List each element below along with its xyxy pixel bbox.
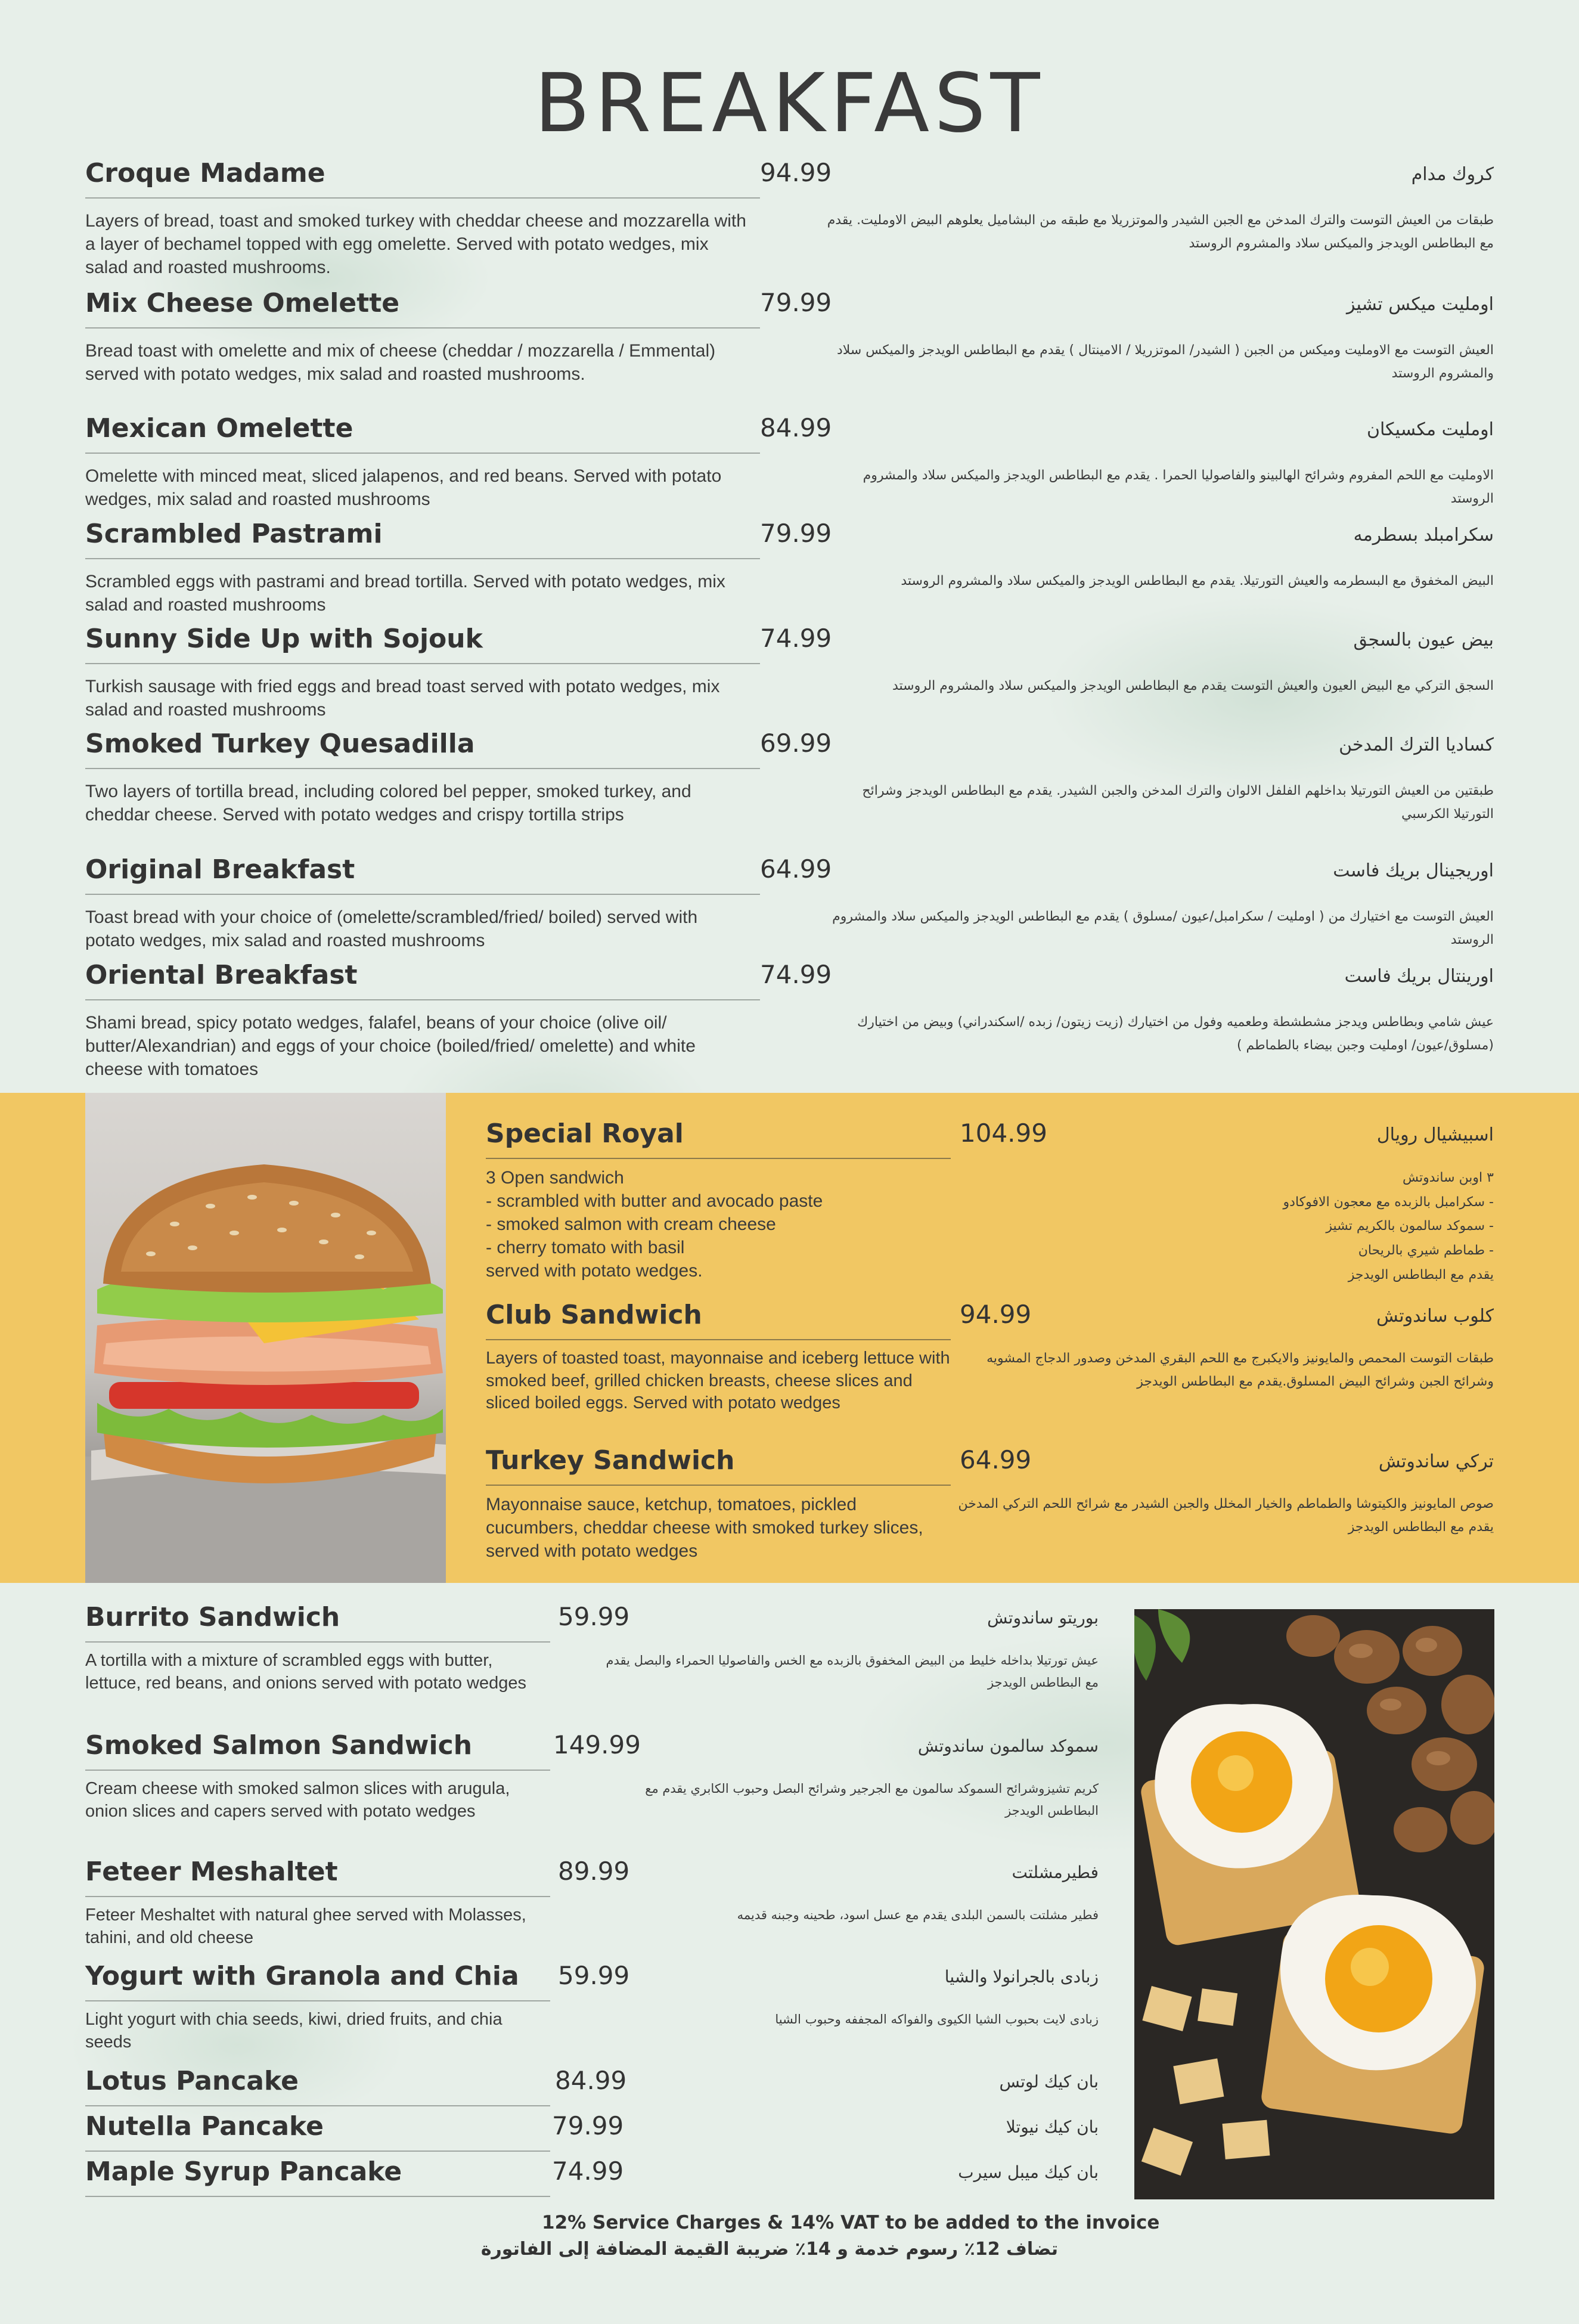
item-description: Toast bread with your choice of (omelette/scrambled/fried/ boiled) served with potato wedges, mix salad and roasted mushrooms [85, 907, 698, 950]
item-description [486, 1166, 951, 1282]
divider [85, 1641, 550, 1643]
item-arabic-description: ٣ اوبن ساندوتش - سكرامبل بالزبده مع معجون الافوكادو - سموكد سالمون بالكريم تشيز - طماطم شيري بالريحان يقدم مع البطاطس الويدجز [1283, 1170, 1494, 1282]
divider [486, 1158, 951, 1159]
menu-item-croque-madame [85, 158, 1494, 277]
item-price: 74.99 [760, 960, 832, 989]
desc-line: - smoked salmon with cream cheese [486, 1214, 776, 1234]
item-description: Cream cheese with smoked salmon slices with arugula, onion slices and capers served with potato wedges [85, 1779, 510, 1821]
divider [85, 768, 760, 769]
item-price: 149.99 [553, 1730, 641, 1759]
menu-item-feteer-meshaltet [85, 1857, 1099, 1958]
divider [85, 558, 760, 559]
item-price: 89.99 [558, 1857, 630, 1886]
menu-item-nutella-pancake [85, 2111, 1099, 2153]
item-description: Scrambled eggs with pastrami and bread tortilla. Served with potato wedges, mix salad and roasted mushrooms [85, 572, 725, 615]
menu-item-smoked-turkey-quesadilla [85, 729, 1494, 842]
service-charge-note-arabic: تضاف 12٪ رسوم خدمة و 14٪ ضريبة القيمة المضافة إلى الفاتورة [480, 2239, 1058, 2260]
item-arabic-name: اومليت ميكس تشيز [1346, 294, 1494, 315]
item-price: 79.99 [760, 288, 832, 317]
menu-item-oriental-breakfast [85, 960, 1494, 1088]
item-description: Two layers of tortilla bread, including colored bel pepper, smoked turkey, and cheddar cheese. Served with potato wedges and crispy tortilla strips [85, 782, 691, 825]
item-arabic-name: سكرامبلد بسطرمه [1353, 525, 1494, 546]
item-arabic-name: اومليت مكسيكان [1366, 419, 1494, 440]
menu-item-turkey-sandwich [486, 1445, 1494, 1576]
desc-line: served with potato wedges. [486, 1261, 703, 1281]
divider [85, 999, 760, 1000]
divider [85, 894, 760, 895]
item-arabic-description: طبقات التوست المحمص والمايونيز والايكبرج مع اللحم البقري المدخن وصدور الدجاج المشويه وشرائح الجبن وشرائح البيض المسلوق.يقدم مع البطاطس الويدجز [987, 1351, 1494, 1389]
divider [85, 2196, 550, 2197]
sandwich-illustration [85, 1093, 446, 1583]
item-name: Croque Madame [85, 158, 325, 188]
item-description: Bread toast with omelette and mix of cheese (cheddar / mozzarella / Emmental) served with potato wedges, mix salad and roasted mushrooms. [85, 341, 716, 384]
item-name: Original Breakfast [85, 854, 355, 885]
item-arabic-name: بان كيك ميبل سيرب [958, 2162, 1099, 2182]
item-name: Mix Cheese Omelette [85, 288, 400, 318]
menu-item-yogurt-granola-chia [85, 1961, 1099, 2062]
item-arabic-name: اسبيشيال رويال [1376, 1124, 1494, 1145]
item-arabic-name: اوريجينال بريك فاست [1333, 860, 1494, 881]
item-name: Smoked Turkey Quesadilla [85, 729, 475, 759]
menu-item-special-royal [486, 1118, 1494, 1297]
item-description: Layers of toasted toast, mayonnaise and iceberg lettuce with smoked beef, grilled chicken breasts, cheese slices and sliced boiled eggs. Served with potato wedges [486, 1349, 950, 1413]
item-arabic-name: فطيرمشلتت [1012, 1863, 1099, 1882]
item-price: 59.99 [558, 1961, 630, 1990]
item-name: Turkey Sandwich [486, 1445, 735, 1476]
menu-item-mix-cheese-omelette [85, 288, 1494, 407]
item-arabic-name: ترکي ساندوتش [1378, 1451, 1494, 1472]
item-name: Yogurt with Granola and Chia [85, 1961, 519, 1991]
item-name: Maple Syrup Pancake [85, 2156, 402, 2187]
item-description: Feteer Meshaltet with natural ghee served with Molasses, tahini, and old cheese [85, 1905, 526, 1947]
desc-line: - scrambled with butter and avocado paste [486, 1191, 823, 1211]
item-price: 84.99 [760, 413, 832, 442]
item-name: Scrambled Pastrami [85, 519, 383, 549]
item-price: 64.99 [960, 1445, 1032, 1474]
divider [85, 1770, 550, 1771]
divider [85, 2151, 550, 2152]
item-arabic-description: طبقات من العيش التوست والترك المدخن مع الجبن الشيدر والموتزريلا مع طبقه من البشاميل يعلوهم البيض الاومليت. يقدم مع البطاطس الويدجز والميكس سلاد والمشروم الروستد [827, 213, 1494, 251]
item-arabic-name: اورينتال بريك فاست [1344, 966, 1494, 987]
item-arabic-description: عيش شامي وبطاطس ويدجز مشطشطة وطعميه وفول من اختيارك (زيت زيتون/ زبده /اسكندراني) وبيض من اختيارك (مسلوق/عيون/ اومليت وجبن بيضاء بالطماطم ) [857, 1015, 1494, 1053]
item-arabic-description: الاومليت مع اللحم المفروم وشرائح الهالبينو والفاصوليا الحمرا . يقدم مع البطاطس الويدجز والميكس سلاد والمشروم الروستد [863, 468, 1494, 506]
item-price: 59.99 [558, 1602, 630, 1631]
menu-item-scrambled-pastrami [85, 519, 1494, 620]
service-charge-note: 12% Service Charges & 14% VAT to be added to the invoice [542, 2212, 1160, 2233]
item-price: 79.99 [760, 519, 832, 548]
item-arabic-name: بيض عيون بالسجق [1353, 630, 1494, 650]
divider [85, 327, 760, 329]
item-name: Mexican Omelette [85, 413, 353, 444]
divider [85, 197, 760, 199]
item-arabic-name: بوريتو ساندوتش [987, 1608, 1099, 1628]
item-arabic-description: السجق التركي مع البيض العيون والعيش التوست يقدم مع البطاطس الويدجز والميكس سلاد والمشروم الروستد [892, 678, 1494, 693]
item-description: Turkish sausage with fried eggs and bread toast served with potato wedges, mix salad and roasted mushrooms [85, 677, 720, 720]
item-price: 79.99 [552, 2111, 624, 2140]
menu-item-maple-syrup-pancake [85, 2156, 1099, 2198]
item-description: Layers of bread, toast and smoked turkey with cheddar cheese and mozzarella with a layer of bechamel topped with egg omelette. Served with potato wedges, mix salad and roasted mushrooms. [85, 211, 746, 277]
item-arabic-description: البيض المخفوق مع البسطرمه والعيش التورتيلا. يقدم مع البطاطس الويدجز والميكس سلاد والمشروم الروستد [901, 574, 1494, 588]
item-name: Nutella Pancake [85, 2111, 324, 2142]
item-name: Smoked Salmon Sandwich [85, 1730, 473, 1761]
item-description: Omelette with minced meat, sliced jalapenos, and red beans. Served with potato wedges, mix salad and roasted mushrooms [85, 466, 722, 509]
item-price: 74.99 [760, 624, 832, 653]
item-name: Burrito Sandwich [85, 1602, 340, 1632]
item-price: 84.99 [555, 2066, 627, 2095]
desc-line: 3 Open sandwich [486, 1168, 624, 1188]
item-arabic-name: بان كيك نيوتلا [1006, 2117, 1099, 2137]
item-price: 64.99 [760, 854, 832, 884]
fried-eggs-photo [1134, 1609, 1494, 2199]
menu-item-original-breakfast [85, 854, 1494, 956]
item-description: Light yogurt with chia seeds, kiwi, dried fruits, and chia seeds [85, 2010, 502, 2052]
divider [85, 2105, 550, 2106]
divider [85, 453, 760, 454]
item-arabic-description: فطير مشلتت بالسمن البلدى يقدم مع عسل اسود، طحينه وجبنه قديمه [737, 1908, 1099, 1922]
item-name: Club Sandwich [486, 1300, 702, 1330]
divider [486, 1485, 951, 1486]
item-name: Sunny Side Up with Sojouk [85, 624, 483, 654]
item-name: Lotus Pancake [85, 2066, 299, 2096]
item-price: 74.99 [552, 2156, 624, 2186]
item-arabic-name: كلوب ساندوتش [1376, 1306, 1494, 1327]
item-arabic-name: بان كيك لوتس [999, 2072, 1099, 2091]
menu-item-sunny-side-up [85, 624, 1494, 725]
menu-item-club-sandwich [486, 1300, 1494, 1419]
item-name: Oriental Breakfast [85, 960, 358, 990]
item-arabic-name: كساديا الترك المدخن [1339, 735, 1494, 755]
item-arabic-name: زبادى بالجرانولا والشيا [944, 1967, 1099, 1987]
item-arabic-description: طبقتين من العيش التورتيلا بداخلهم الفلفل الالوان والترك المدخن والجبن الشيدر. يقدم مع البطاطس الويدجز وشرائح التورتيلا الكرسبي [862, 783, 1494, 822]
page-title: BREAKFAST [534, 57, 1045, 151]
menu-item-smoked-salmon-sandwich [85, 1730, 1099, 1849]
item-price: 94.99 [760, 158, 832, 187]
item-price: 104.99 [960, 1118, 1047, 1148]
item-arabic-name: كروك مدام [1411, 164, 1494, 185]
sandwich-photo [85, 1093, 446, 1583]
item-description: Mayonnaise sauce, ketchup, tomatoes, pickled cucumbers, cheddar cheese with smoked turkey slices, served with potato wedges [486, 1495, 923, 1561]
item-arabic-name: سموكد سالمون ساندوتش [917, 1736, 1099, 1756]
divider [85, 1896, 550, 1897]
item-name: Special Royal [486, 1118, 684, 1149]
item-description: Shami bread, spicy potato wedges, falafel, beans of your choice (olive oil/ butter/Alexandrian) and eggs of your choice (boiled/fried/ omelette) and white cheese with tomatoes [85, 1013, 696, 1079]
item-arabic-description: زبادى لايت بحبوب الشيا الكيوى والفواكه المجففه وحبوب الشيا [775, 2012, 1099, 2026]
item-price: 94.99 [960, 1300, 1032, 1329]
menu-item-lotus-pancake [85, 2066, 1099, 2108]
desc-line: - cherry tomato with basil [486, 1238, 685, 1257]
divider [85, 2000, 550, 2001]
eggs-illustration [1134, 1609, 1494, 2199]
item-name: Feteer Meshaltet [85, 1857, 338, 1887]
item-arabic-description: العيش التوست مع الاومليت وميكس من الجبن ( الشيدر/ الموتزريلا / الامينتال ) يقدم مع البطاطس الويدجز والميكس سلاد والمشروم الروستد [836, 343, 1494, 381]
menu-item-burrito-sandwich [85, 1602, 1099, 1721]
item-price: 69.99 [760, 729, 832, 758]
divider [486, 1339, 951, 1340]
item-arabic-description: العيش التوست مع اختيارك من ( اومليت / سكرامبل/عيون /مسلوق ) يقدم مع البطاطس الويدجز والميكس سلاد والمشروم الروستد [832, 909, 1494, 947]
menu-item-mexican-omelette [85, 413, 1494, 515]
item-arabic-description: عيش تورتيلا بداخله خليط من البيض المخفوق بالزبده مع الخس والفاصوليا الحمراء والبصل يقدم مع البطاطس الويدجز [606, 1653, 1099, 1690]
item-arabic-description: كريم تشيزوشرائح السموكد سالمون مع الجرجير وشرائح البصل وحبوب الكابري يقدم مع البطاطس الويدجز [645, 1781, 1099, 1818]
item-description: A tortilla with a mixture of scrambled eggs with butter, lettuce, red beans, and onions served with potato wedges [85, 1651, 526, 1693]
divider [85, 663, 760, 664]
item-arabic-description: صوص المايونيز والكيتوشا والطماطم والخيار المخلل والجبن الشيدر مع شرائح اللحم الترکي المدخن يقدم مع البطاطس الويدجز [958, 1496, 1494, 1535]
